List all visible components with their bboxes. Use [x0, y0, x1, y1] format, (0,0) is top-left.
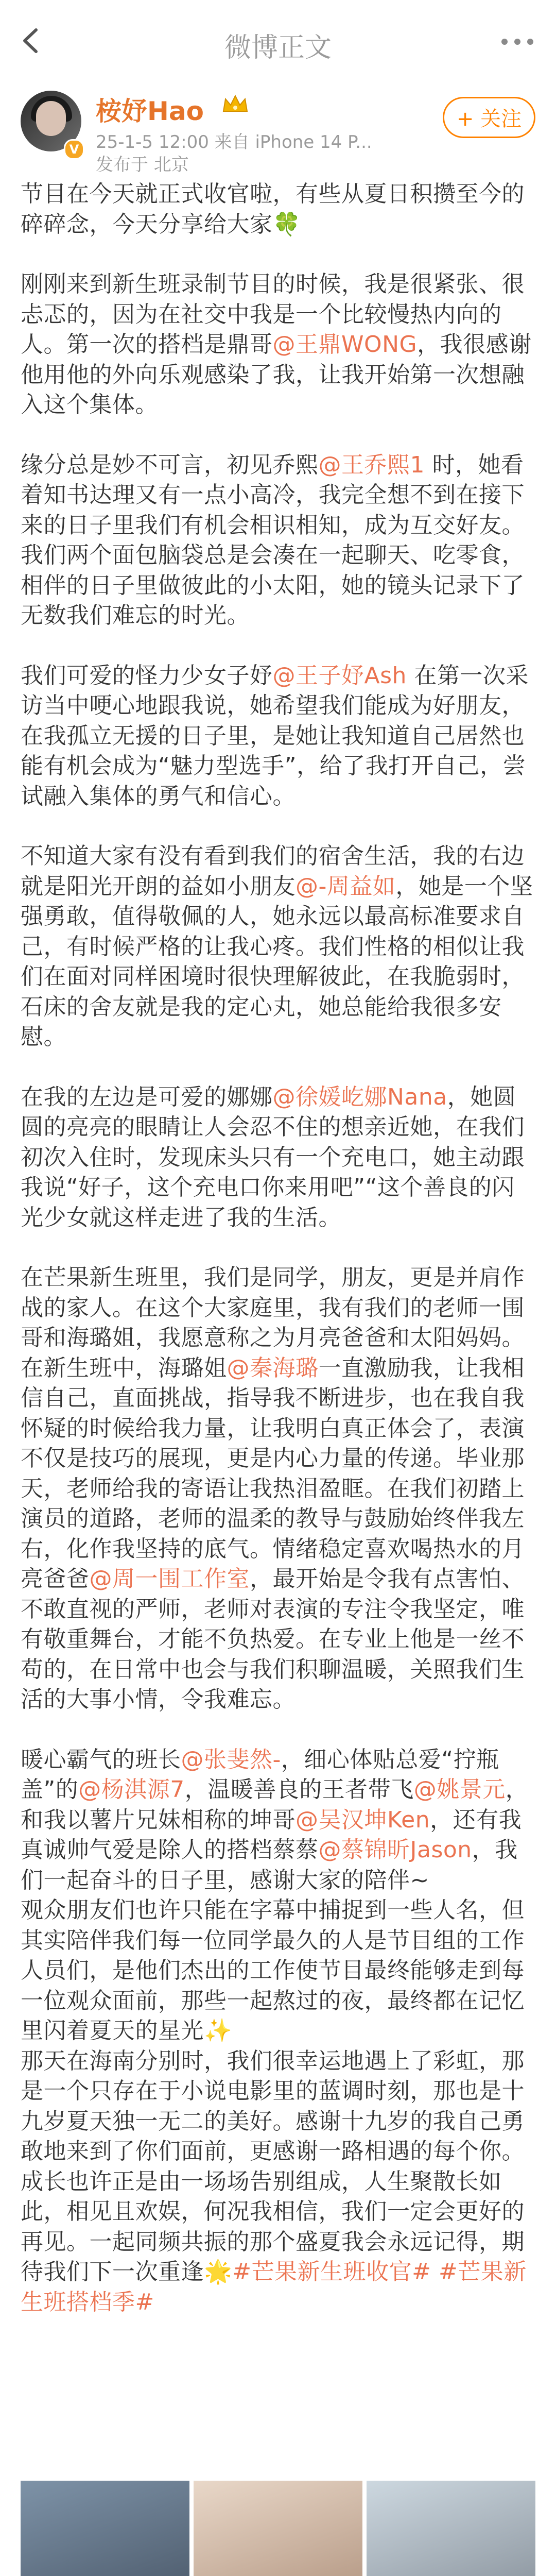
post-text: ，她圆圆的亮亮的眼睛让人会忍不住的想亲近她，在我们初次入住时，发现床头只有一个充电口，她主动跟我说“好子，这个充电口你来用吧”“这个善良的闪光少女就这样走进了我的生活。	[21, 1083, 525, 1231]
avatar-face	[36, 101, 66, 136]
post-paragraph	[21, 1745, 535, 2318]
post-text: 一直激励我，让我相信自己，直面挑战，指导我不断进步，也在我自我怀疑的时候给我力量，让我明白真正体会了，表演不仅是技巧的展现，更是内心力量的传递。毕业那天，老师给我的寄语让我热泪盈眶。在我们初踏上演员的道路，老师的温柔的教导与鼓励始终伴我左右，化作我坚持的底气。情绪稳定喜欢喝热水的月亮爸爸	[21, 1354, 525, 1592]
more-dots-icon-dot	[514, 39, 520, 45]
post-time-source: 25-1-5 12:00 来自 iPhone 14 P...	[96, 132, 372, 152]
mention-link[interactable]: @张斐然-	[181, 1746, 281, 1773]
post-photo[interactable]	[367, 2481, 535, 2576]
mention-link[interactable]: @徐媛屹娜Nana	[272, 1083, 447, 1110]
crown-icon	[221, 94, 249, 114]
post-paragraph	[21, 661, 535, 812]
photo-grid	[21, 2481, 535, 2576]
post-photo[interactable]	[21, 2481, 189, 2576]
post-text: 在我的左边是可爱的娜娜	[21, 1083, 273, 1110]
post-paragraph	[21, 269, 535, 420]
mention-link[interactable]: @秦海璐	[227, 1354, 319, 1381]
post-text: ，还有我真诚帅气爱是除人的搭档蔡蔡	[21, 1806, 522, 1863]
post-paragraph	[21, 1082, 535, 1233]
post-text: ，和我以薯片兄妹相称的坤哥	[21, 1776, 529, 1833]
hashtag-link[interactable]: #芒果新生班搭档季#	[21, 2259, 527, 2315]
author-header	[0, 87, 556, 175]
post-paragraph	[21, 841, 535, 1053]
post-text: ，温暖善良的王者带飞	[184, 1776, 414, 1803]
post-text: 缘分总是妙不可言，初见乔熙	[21, 451, 319, 478]
mention-link[interactable]: @姚景元	[413, 1776, 506, 1803]
post-text: ，最开始是令我有点害怕、不敢直视的严师，老师对表演的专注令我坚定，唯有敬重舞台，才能不负热爱。在专业上他是一丝不苟的，在日常中也会与我们积聊温暖，关照我们生活的大事小情，令我难忘。	[21, 1566, 525, 1713]
mention-link[interactable]: @王子妤Ash	[272, 662, 407, 689]
post-text: 暖心霸气的班长	[21, 1746, 181, 1773]
mention-link[interactable]: @吴汉坤Ken	[296, 1806, 430, 1833]
author-name[interactable]: 桉妤Hao	[96, 96, 204, 126]
more-dots-icon-dot	[527, 39, 533, 45]
post-text: ，我们一起奋斗的日子里，感谢大家的陪伴~ 观众朋友们也许只能在字幕中捕捉到一些人名，但其实陪伴我们每一位同学最久的人是节目组的工作人员们，是他们杰出的工作使节目最终能够走到每一位观众面前，那些一起熬过的夜，最终都在记忆里闪着夏天的星光✨ 那天在海南分别时，我们很幸运地遇上了彩虹，那是一个只存在于小说电影里的蓝调时刻，那也是十九岁夏天独一无二的美好。感谢十九岁的我自己勇敢地来到了你们面前，更感谢一路相遇的每个你。成长也许正是由一场场告别组成，人生聚散长如此，相见且欢娱，何况我相信，我们一定会更好的再见。一起同频共振的那个盛夏我会永远记得，期待我们下一次重逢🌟	[21, 1837, 525, 2285]
post-text: ，我很感谢他用他的外向乐观感染了我，让我开始第一次想融入这个集体。	[21, 331, 532, 418]
post-paragraph	[21, 179, 535, 240]
post-text: 时，她看着知书达理又有一点小高冷，我完全想不到在接下来的日子里我们有机会相识相知，成为互交好友。我们两个面包脑袋总是会凑在一起聊天、吃零食，相伴的日子里做彼此的小太阳，她的镜头记录下了无数我们难忘的时光。	[21, 451, 525, 629]
more-dots-icon	[501, 39, 508, 45]
follow-button[interactable]: + 关注	[443, 97, 535, 138]
hashtag-link[interactable]: #芒果新生班收官#	[232, 2259, 431, 2285]
mention-link[interactable]: @周一围工作室	[89, 1566, 250, 1592]
post-text	[431, 2259, 439, 2285]
post-text: 节目在今天就正式收官啦，有些从夏日积攒至今的碎碎念，今天分享给大家🍀	[21, 181, 525, 238]
post-paragraph	[21, 450, 535, 631]
page-title: 微博正文	[224, 32, 332, 63]
verified-badge-icon: V	[64, 139, 84, 160]
post-photo[interactable]	[194, 2481, 362, 2576]
post-text: 在芒果新生班里，我们是同学，朋友，更是并肩作战的家人。在这个大家庭里，我有我们的老师一围哥和海璐姐，我愿意称之为月亮爸爸和太阳妈妈。在新生班中，海璐姐	[21, 1264, 525, 1381]
post-text: ，细心体贴总爱“拧瓶盖”的	[21, 1746, 499, 1803]
mention-link[interactable]: @-周益如	[296, 873, 396, 900]
post-text: 刚刚来到新生班录制节目的时候，我是很紧张、很忐忑的，因为在社交中我是一个比较慢热内向的人。第一次的搭档是鼎哥	[21, 271, 525, 358]
more-options-button[interactable]	[494, 28, 541, 54]
post-text: ，她是一个坚强勇敢，值得敬佩的人，她永远以最高标准要求自己，有时候严格的让我心疼。我们性格的相似让我们在面对同样困境时很快理解彼此，在我脆弱时，石床的舍友就是我的定心丸，她总能给我很多安慰。	[21, 873, 533, 1050]
mention-link[interactable]: @王乔熙1	[318, 451, 425, 478]
mention-link[interactable]: @蔡锦昕Jason	[318, 1837, 472, 1863]
post-content	[21, 179, 535, 2347]
post-location: 发布于 北京	[96, 155, 189, 175]
post-paragraph	[21, 1263, 535, 1715]
mention-link[interactable]: @王鼎WONG	[272, 331, 418, 358]
post-text: 在第一次采访当中哽心地跟我说，她希望我们能成为好朋友，在我孤立无援的日子里，是她让我知道自己居然也能有机会成为“魅力型选手”，给了我打开自己，尝试融入集体的勇气和信心。	[21, 662, 529, 809]
top-bar	[0, 0, 556, 82]
mention-link[interactable]: @杨淇源7	[78, 1776, 185, 1803]
post-text: 不知道大家有没有看到我们的宿舍生活，我的右边就是阳光开朗的益如小朋友	[21, 843, 525, 900]
post-text: 我们可爱的怪力少女子妤	[21, 662, 273, 689]
